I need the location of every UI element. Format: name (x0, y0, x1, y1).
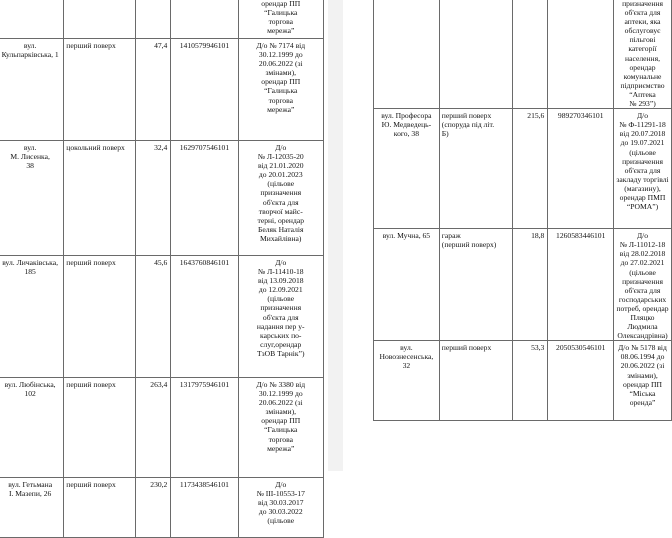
text-line: категорії (628, 44, 657, 54)
registry-code-cell (171, 0, 238, 39)
text-line: закладу торгівлі (616, 174, 669, 184)
text-line: Кульпарківська, 1 (1, 50, 59, 60)
text-line: вул. Любінська, (4, 380, 56, 389)
text-line: творчої майс- (258, 206, 303, 216)
address-cell (0, 256, 64, 378)
text-line: (магазину), (624, 183, 661, 193)
floor-cell (439, 109, 512, 229)
text-line: призначення (622, 276, 663, 286)
text-line: орендар ПМП (619, 192, 666, 202)
text-line: мережа” (267, 26, 295, 36)
text-line: (споруда під літ. (441, 120, 495, 130)
text-line: вул. Личаківська, (2, 258, 59, 267)
text-line: ТзОВ Тарнік”) (257, 348, 305, 358)
text-line: № ІІІ-10553-17 (256, 489, 305, 499)
text-line: гараж (441, 231, 461, 241)
text-line: змінами), (627, 370, 658, 380)
text-line: Д/о (636, 111, 649, 121)
text-line: (цільове (267, 179, 295, 189)
text-line: пільгові (629, 35, 656, 45)
text-line: орендар ПП (261, 0, 301, 8)
lease-basis-cell (238, 39, 323, 141)
text-line: “Галицька (264, 425, 298, 435)
floor-cell: перший поверх (64, 478, 136, 538)
registry-code-cell: 2050530546101 (548, 341, 614, 421)
lease-basis-cell (238, 141, 323, 256)
text-line: підприємство (620, 80, 665, 90)
table-row (0, 39, 324, 141)
text-line: Б) (441, 129, 449, 139)
text-line: “Галицька (264, 8, 298, 18)
lease-basis-cell (614, 341, 672, 421)
table-row (374, 109, 672, 229)
text-line: від 30.03.2017 (257, 498, 304, 508)
left-page (0, 0, 328, 526)
address-cell (0, 478, 64, 538)
text-line: змінами), (265, 68, 297, 78)
text-line: “Аптека (629, 89, 656, 99)
table-row (0, 0, 324, 39)
table-row (374, 229, 672, 341)
text-line: призначення (622, 0, 663, 8)
text-line: Новознесенська, (379, 352, 434, 362)
right-page (343, 0, 672, 471)
address-cell (374, 341, 440, 421)
text-line: 30.12.1999 до (258, 50, 303, 60)
address-cell (374, 229, 440, 341)
address-cell (374, 0, 440, 109)
text-line: обслуговує (624, 26, 661, 36)
floor-cell (64, 0, 136, 39)
lease-basis-cell (238, 478, 323, 538)
text-line: кого, 38 (393, 129, 419, 139)
text-line: вул. Професора (381, 111, 432, 121)
area-cell: 47,4 (136, 39, 171, 141)
text-line: № Л-11410-18 (257, 267, 304, 277)
text-line: Олександрівна) (617, 331, 668, 341)
text-line: 32 (402, 361, 411, 371)
floor-cell (439, 341, 512, 421)
text-line: орендар (629, 62, 656, 72)
text-line: мережа” (267, 443, 295, 453)
address-cell (0, 378, 64, 478)
area-cell: 32,4 (136, 141, 171, 256)
text-line: “РОМА”) (626, 202, 659, 212)
registry-code-cell: 1173438546101 (171, 478, 238, 538)
text-line: Ю. Медведець- (381, 120, 432, 130)
table-row (0, 378, 324, 478)
text-line: (цільове (267, 294, 295, 304)
text-line: від 28.02.2018 (619, 249, 666, 259)
text-line: аптеки, яка (624, 17, 661, 27)
text-line: М. Лисенка, (10, 152, 50, 162)
text-line: Д/о (275, 258, 287, 267)
lease-basis-cell (614, 0, 672, 109)
text-line: змінами), (265, 407, 297, 417)
text-line: оренда” (629, 397, 656, 407)
text-line: до 19.07.2021 (620, 138, 665, 148)
text-line: комунальне (623, 71, 662, 81)
text-line: призначення (622, 156, 663, 166)
registry-code-cell (548, 0, 614, 109)
text-line: 102 (24, 389, 36, 399)
right-rental-table (373, 0, 672, 421)
address-cell (0, 141, 64, 256)
text-line: Д/о (275, 480, 287, 489)
text-line: Беляк Наталія (258, 224, 304, 234)
text-line: № 293”) (629, 99, 656, 109)
text-line: мережа” (267, 104, 295, 114)
text-line: перший поверх (441, 111, 492, 121)
text-line: 08.06.1994 до (620, 352, 665, 362)
text-line: № Л-12035-20 (257, 152, 304, 162)
text-line: торгова (268, 434, 293, 444)
text-line: об'єкта для (262, 197, 299, 207)
text-line: об'єкта для (262, 312, 299, 322)
text-line: І. Мазепи, 26 (8, 489, 52, 499)
lease-basis-cell (614, 229, 672, 341)
text-line: Д/о № 7174 від (256, 41, 306, 50)
address-cell (0, 0, 64, 39)
floor-cell (439, 229, 512, 341)
address-cell (0, 39, 64, 141)
text-line: (цільове (267, 516, 295, 526)
area-cell: 45,6 (136, 256, 171, 378)
floor-cell: перший поверх (64, 378, 136, 478)
area-cell (512, 0, 548, 109)
text-line: від 20.07.2018 (619, 129, 666, 139)
text-line: від 21.01.2020 (257, 161, 304, 171)
text-line: господарських (618, 294, 667, 304)
text-line: вул. Мучна, 65 (382, 231, 431, 241)
text-line: № Ф-11291-18 (619, 120, 666, 130)
text-line: до 30.03.2022 (258, 507, 303, 517)
text-line: (перший поверх) (441, 240, 497, 250)
floor-cell (439, 0, 512, 109)
text-line: вул. Гетьмана (8, 480, 53, 489)
text-line: 38 (26, 161, 34, 171)
text-line: орендар ПП (261, 77, 301, 87)
text-line: Д/о (636, 231, 649, 241)
text-line: призначення (260, 188, 302, 198)
text-line: об'єкта для (624, 285, 661, 295)
registry-code-cell: 1317975946101 (171, 378, 238, 478)
registry-code-cell: 989270346101 (548, 109, 614, 229)
text-line: потреб, орендар (616, 303, 669, 313)
table-row (0, 141, 324, 256)
text-line: карських по- (260, 330, 302, 340)
text-line: до 20.01.2023 (258, 170, 303, 180)
text-line: 185 (24, 267, 36, 277)
lease-basis-cell (238, 0, 323, 39)
floor-cell: цокольний поверх (64, 141, 136, 256)
table-row (374, 341, 672, 421)
floor-cell: перший поверх (64, 39, 136, 141)
left-rental-table (0, 0, 324, 538)
text-line: Михайлівна) (260, 233, 302, 243)
text-line: № Л-11012-18 (619, 240, 666, 250)
address-cell (374, 109, 440, 229)
text-line: Людмила (627, 322, 658, 332)
text-line: перший поверх (441, 343, 492, 353)
page-gutter (328, 0, 343, 471)
text-line: 30.12.1999 до (258, 389, 303, 399)
text-line: торгова (268, 17, 293, 27)
text-line: орендар ПП (623, 379, 662, 389)
text-line: терні, орендар (257, 215, 305, 225)
text-line: до 27.02.2021 (620, 258, 665, 268)
text-line: слуг,орендар (260, 339, 302, 349)
text-line: надання пер у- (256, 321, 305, 331)
text-line: від 13.09.2018 (257, 276, 304, 286)
area-cell: 18,8 (512, 229, 548, 341)
area-cell: 230,2 (136, 478, 171, 538)
area-cell (136, 0, 171, 39)
registry-code-cell: 1629707546101 (171, 141, 238, 256)
table-row (374, 0, 672, 109)
registry-code-cell: 1260583446101 (548, 229, 614, 341)
text-line: (цільове (629, 147, 656, 157)
text-line: об'єкта для (624, 165, 661, 175)
registry-code-cell: 1643760846101 (171, 256, 238, 378)
text-line: населення, (625, 53, 660, 63)
text-line: вул. (23, 143, 37, 152)
table-row (0, 478, 324, 538)
text-line: Д/о № 3380 від (256, 380, 306, 389)
text-line: (цільове (629, 267, 656, 277)
text-line: “Галицька (264, 86, 298, 96)
text-line: до 12.09.2021 (258, 285, 303, 295)
text-line: призначення (260, 303, 302, 313)
floor-cell: перший поверх (64, 256, 136, 378)
area-cell: 263,4 (136, 378, 171, 478)
text-line: 20.06.2022 (зі (620, 361, 665, 371)
text-line: “Міська (629, 388, 656, 398)
text-line: орендар ПП (261, 416, 301, 426)
table-row (0, 256, 324, 378)
lease-basis-cell (238, 378, 323, 478)
text-line: Пляцко (630, 312, 655, 322)
text-line: вул. (23, 41, 37, 50)
text-line: вул. (400, 343, 413, 353)
text-line: об'єкта для (624, 8, 661, 18)
registry-code-cell: 1410579946101 (171, 39, 238, 141)
area-cell: 53,3 (512, 341, 548, 421)
text-line: 20.06.2022 (зі (258, 59, 303, 69)
text-line: 20.06.2022 (зі (258, 398, 303, 408)
lease-basis-cell (614, 109, 672, 229)
lease-basis-cell (238, 256, 323, 378)
area-cell: 215,6 (512, 109, 548, 229)
text-line: Д/о (275, 143, 287, 152)
text-line: Д/о № 5178 від (618, 343, 667, 353)
text-line: торгова (268, 95, 293, 105)
